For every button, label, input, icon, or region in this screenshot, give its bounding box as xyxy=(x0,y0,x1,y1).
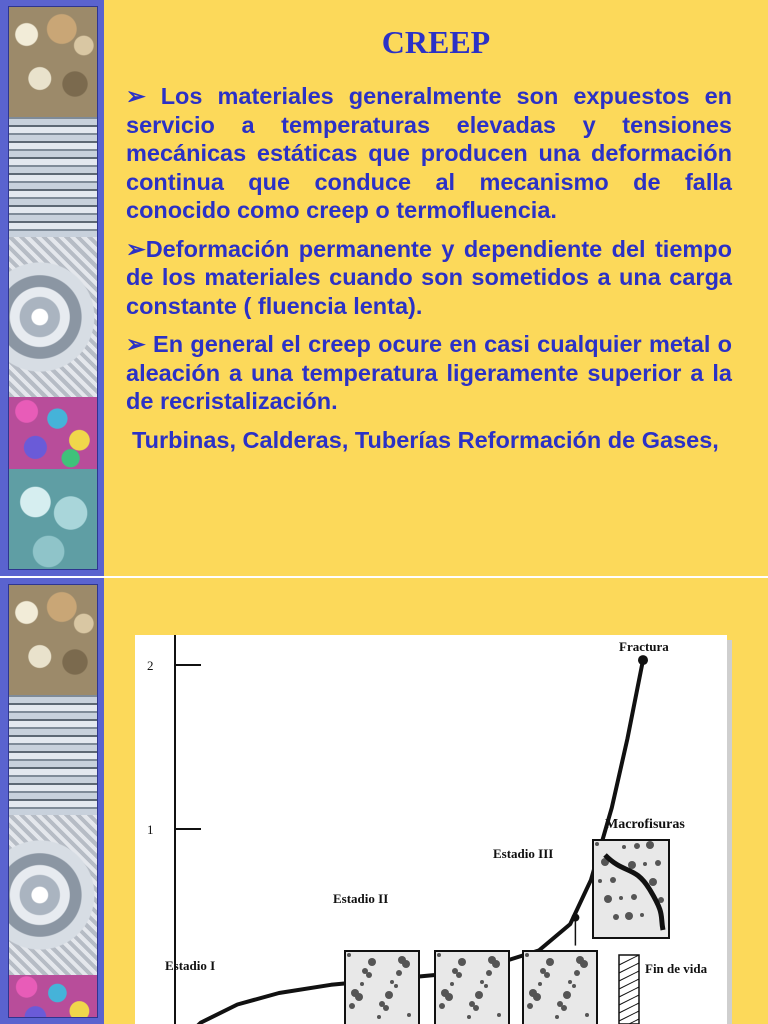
micrograph-2-texture xyxy=(475,991,483,999)
micrograph-4-texture xyxy=(613,914,619,920)
annotation-estadio-iii: Estadio III xyxy=(493,846,554,861)
micrograph-3-texture xyxy=(527,1003,533,1009)
micrograph-4-texture xyxy=(649,878,657,886)
fin-de-vida-hatch xyxy=(619,963,639,973)
micrograph-4-texture xyxy=(622,845,626,849)
paragraph-3 xyxy=(126,330,732,416)
micrograph-1-texture xyxy=(362,968,368,974)
steel-coil-image xyxy=(9,237,97,397)
micrograph-2-texture xyxy=(441,989,449,997)
annotation-macrofisuras: Macrofisuras xyxy=(605,817,685,832)
paragraph-2 xyxy=(126,235,732,321)
crystal-image xyxy=(9,469,97,570)
micrograph-1-texture xyxy=(347,953,351,957)
micrograph-1-texture xyxy=(407,1013,411,1017)
micrograph-4-texture xyxy=(598,879,602,883)
paragraph-4-text: Turbinas, Calderas, Tuberías Reformación de Gases, xyxy=(132,426,719,453)
slide-2 xyxy=(0,578,768,1024)
micrograph-4-texture xyxy=(610,877,616,883)
image-sidebar xyxy=(0,578,104,1024)
micrograph-1-texture xyxy=(351,989,359,997)
micrograph-3-texture xyxy=(563,991,571,999)
bullet-arrow-icon: ➢ xyxy=(126,83,146,109)
micrograph-3-texture xyxy=(525,953,529,957)
creep-curve-chart xyxy=(135,635,727,1024)
fin-de-vida-hatch xyxy=(619,995,639,1005)
microstructure-image xyxy=(9,975,97,1018)
micrograph-1-texture xyxy=(385,991,393,999)
micrograph-3-texture xyxy=(546,958,554,966)
micrograph-2-texture xyxy=(450,982,454,986)
micrograph-4-texture xyxy=(634,843,640,849)
micrograph-4-texture xyxy=(655,860,661,866)
micrograph-1-texture xyxy=(377,1015,381,1019)
fin-de-vida-hatch xyxy=(619,987,639,997)
micrograph-3-texture xyxy=(574,970,580,976)
fin-de-vida-hatch xyxy=(619,955,639,965)
bullet-arrow-icon: ➢ xyxy=(126,331,146,357)
micrograph-2-texture xyxy=(484,984,488,988)
micrograph-4 xyxy=(593,840,669,938)
image-sidebar xyxy=(0,0,104,576)
micrograph-2-texture xyxy=(469,1001,475,1007)
slide-body xyxy=(126,82,732,464)
micrograph-4-texture xyxy=(595,842,599,846)
annotation-estadio-i: Estadio I xyxy=(165,958,216,973)
annotation-estadio-ii: Estadio II xyxy=(333,891,389,906)
fin-de-vida-hatch xyxy=(619,971,639,981)
annotation-fin-de-vida: Fin de vida xyxy=(645,961,708,976)
paragraph-2-text: Deformación permanente y dependiente del tiempo de los materiales cuando son sometidos a una carga constante ( fluencia lenta). xyxy=(126,235,732,319)
micrograph-3-texture xyxy=(557,1001,563,1007)
micrograph-3-texture xyxy=(585,1013,589,1017)
micrograph-3-texture xyxy=(572,984,576,988)
micrograph-2-texture xyxy=(486,970,492,976)
micrograph-2-texture xyxy=(452,968,458,974)
micrograph-3-texture xyxy=(555,1015,559,1019)
y-tick-label-1: 1 xyxy=(147,822,154,837)
stones-image xyxy=(9,585,97,695)
paragraph-1-text: Los materiales generalmente son expuestos en servicio a temperaturas elevadas y tensiones mecánicas estáticas que producen una deformación continua que conduce al mecanismo de falla conocido como creep o termofluencia. xyxy=(126,83,732,223)
micrograph-4-texture xyxy=(604,895,612,903)
micrograph-2-texture xyxy=(467,1015,471,1019)
micrograph-4-texture xyxy=(640,913,644,917)
micrograph-3-texture xyxy=(529,989,537,997)
micrograph-3-texture xyxy=(568,980,572,984)
micrograph-4-texture xyxy=(628,861,636,869)
micrograph-4-texture xyxy=(646,841,654,849)
micrograph-4-texture xyxy=(619,896,623,900)
fin-de-vida-hatch xyxy=(619,979,639,989)
creep-curve-svg xyxy=(135,635,727,1024)
micrograph-2-texture xyxy=(439,1003,445,1009)
micrograph-3-texture xyxy=(540,968,546,974)
slide-title: CREEP xyxy=(381,24,491,60)
micrograph-3-texture xyxy=(576,956,584,964)
micrograph-2-texture xyxy=(437,953,441,957)
micrograph-1-texture xyxy=(379,1001,385,1007)
fin-de-vida-hatch xyxy=(619,1003,639,1013)
paragraph-1 xyxy=(126,82,732,225)
fin-de-vida-bar xyxy=(619,955,639,1024)
micrograph-1-texture xyxy=(396,970,402,976)
micrograph-1-texture xyxy=(360,982,364,986)
micrograph-2-texture xyxy=(480,980,484,984)
micrograph-2-texture xyxy=(458,958,466,966)
bullet-arrow-icon: ➢ xyxy=(126,235,146,262)
metal-sheets-image xyxy=(9,695,97,815)
micrograph-1-texture xyxy=(368,958,376,966)
micrograph-1-texture xyxy=(349,1003,355,1009)
fracture-point xyxy=(638,655,648,665)
paragraph-4 xyxy=(126,426,732,455)
micrograph-2-texture xyxy=(497,1013,501,1017)
stones-image xyxy=(9,7,97,117)
fin-de-vida-hatch xyxy=(619,1011,639,1021)
metal-sheets-image xyxy=(9,117,97,237)
annotation-fractura: Fractura xyxy=(619,639,669,654)
micrograph-3-texture xyxy=(538,982,542,986)
micrograph-1-texture xyxy=(390,980,394,984)
y-tick-label-2: 2 xyxy=(147,658,154,673)
microstructure-image xyxy=(9,397,97,469)
steel-coil-image xyxy=(9,815,97,975)
micrograph-4-texture xyxy=(631,894,637,900)
paragraph-3-text: En general el creep ocure en casi cualquier metal o aleación a una temperatura ligeramente superior a la de recristalización. xyxy=(126,331,733,414)
micrograph-2-texture xyxy=(488,956,496,964)
micrograph-4-texture xyxy=(625,912,633,920)
micrograph-1-texture xyxy=(398,956,406,964)
micrograph-4-texture xyxy=(643,862,647,866)
micrograph-1-texture xyxy=(394,984,398,988)
